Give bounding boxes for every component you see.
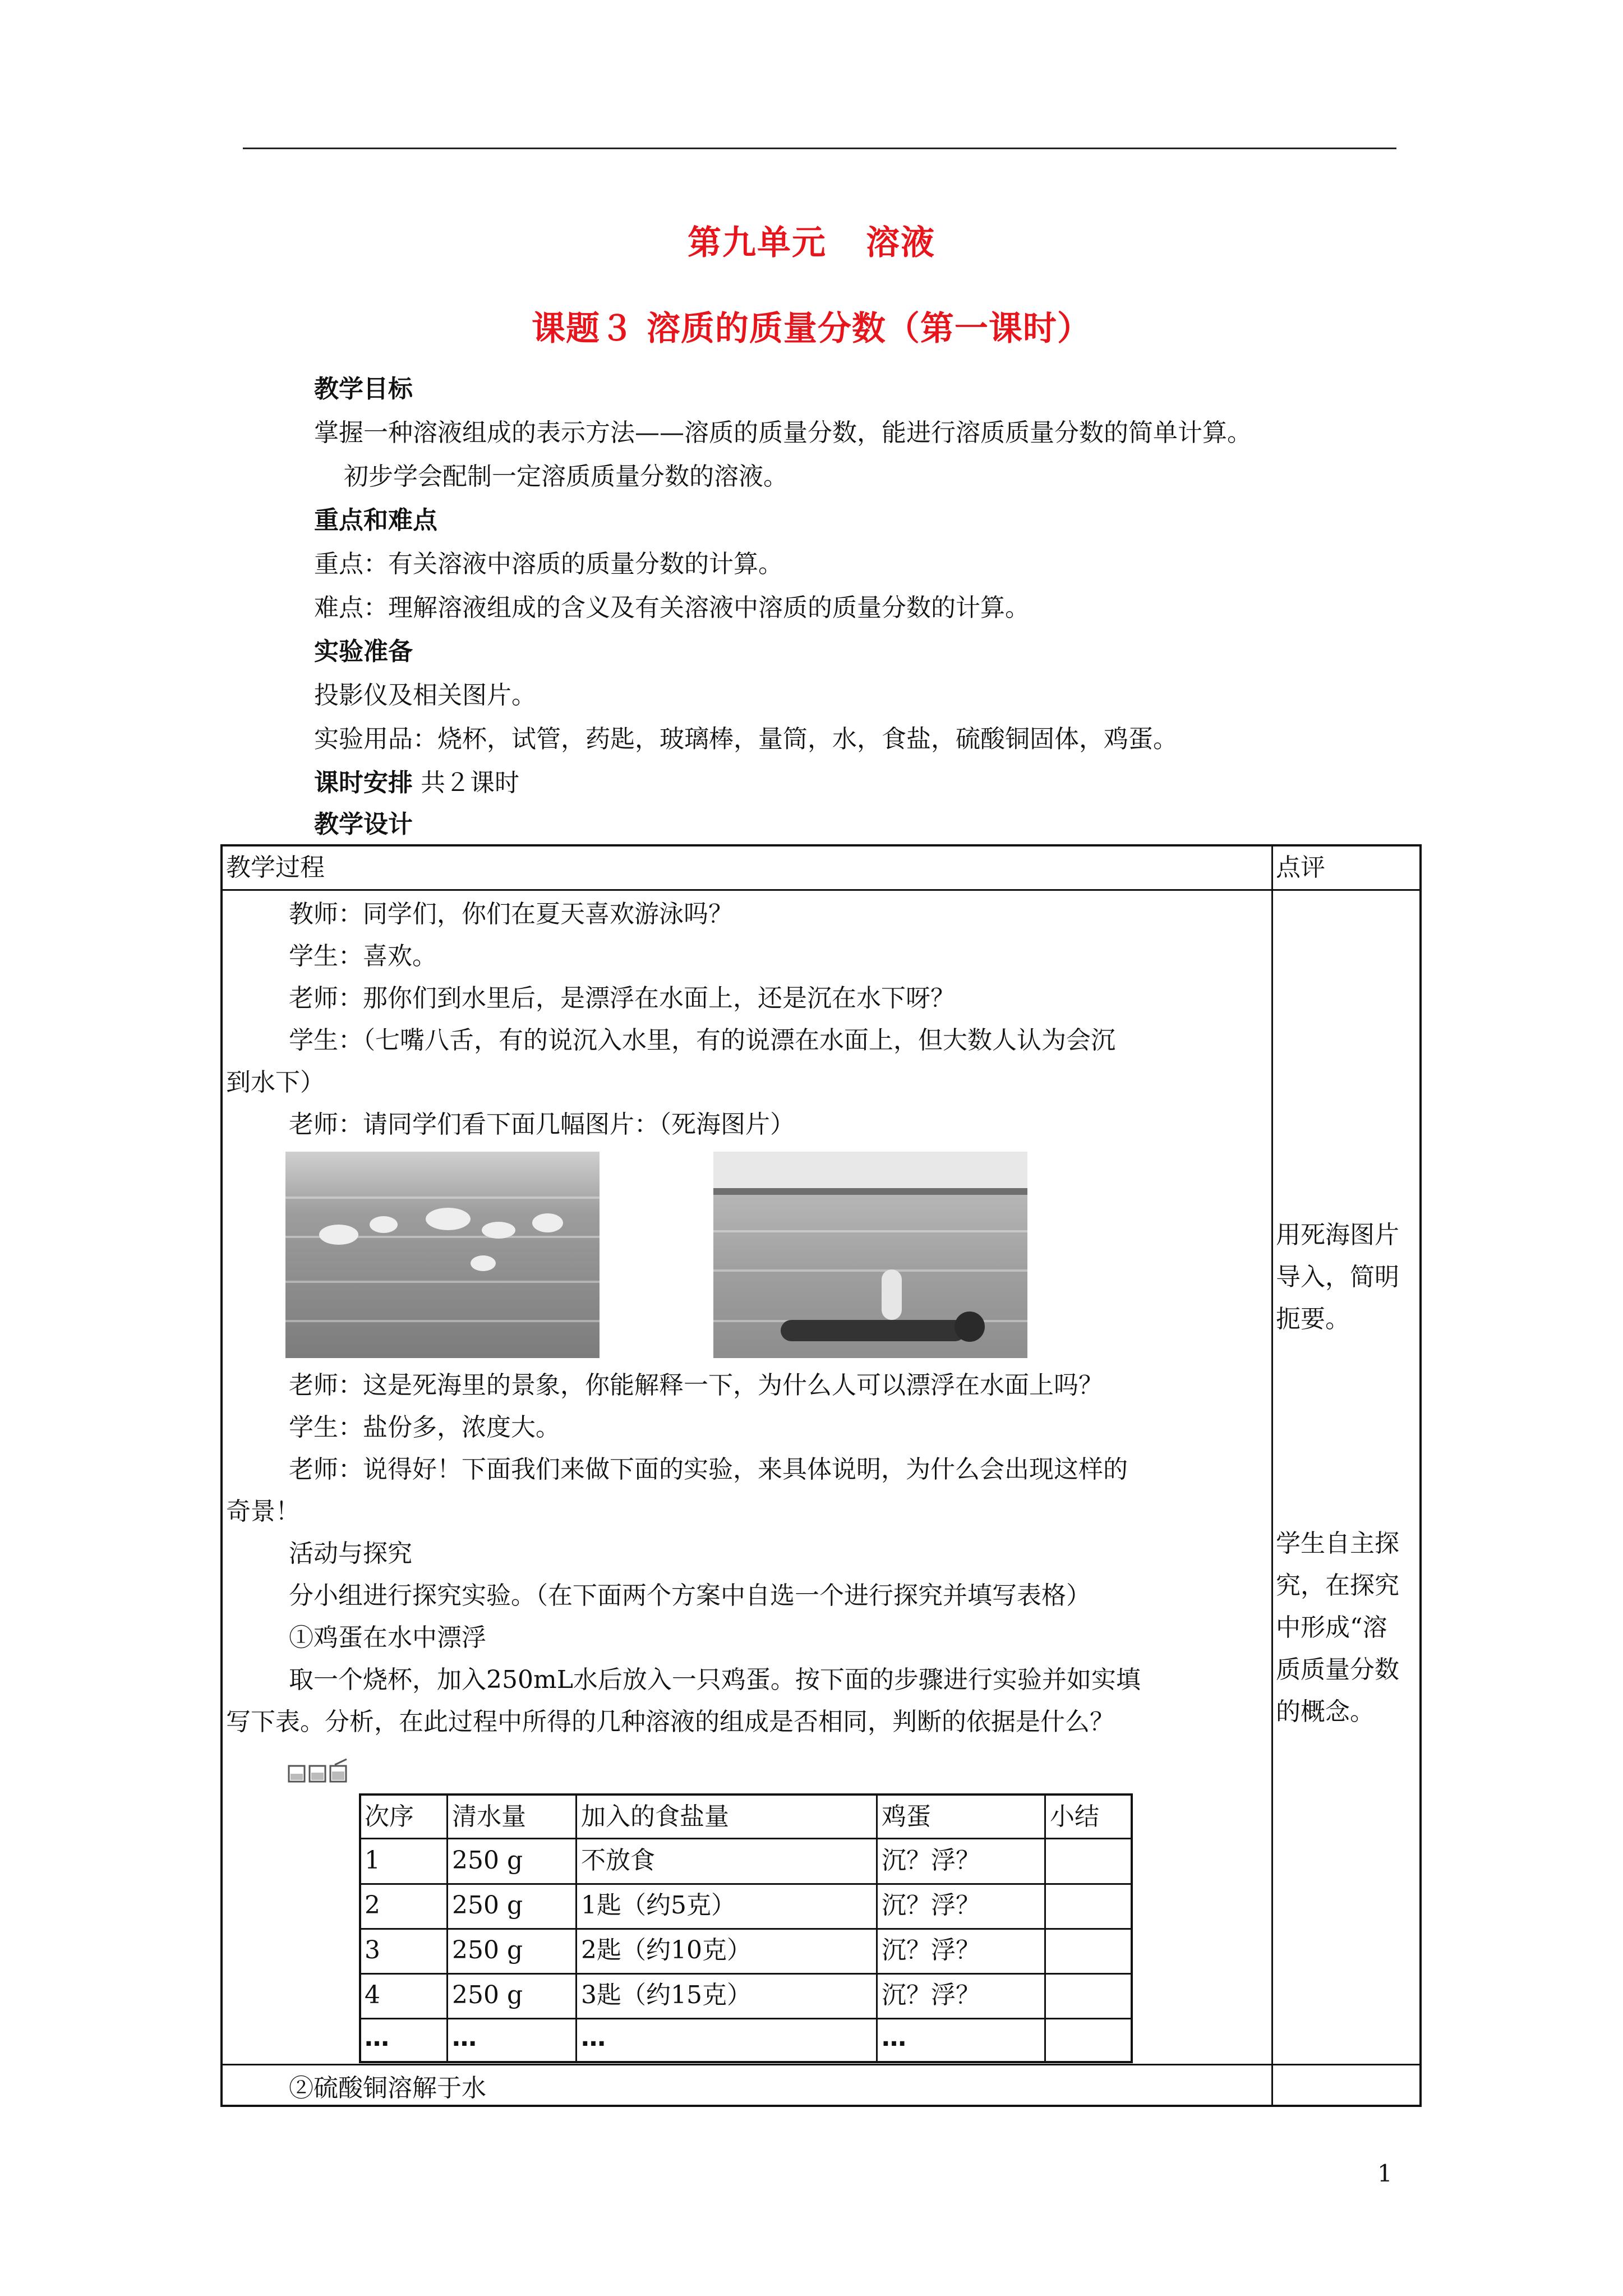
objectives-line-1: 掌握一种溶液组成的表示方法——溶质的质量分数，能进行溶质质量分数的简单计算。	[314, 418, 1252, 447]
table-col-divider	[446, 1796, 448, 2061]
col-header-comment: 点评	[1276, 853, 1325, 882]
dialogue-line: 教师：同学们，你们在夏天喜欢游泳吗？	[289, 900, 733, 928]
cell-ellipsis: …	[581, 2023, 606, 2052]
cell-egg: 沉？浮？	[882, 1846, 980, 1875]
comment-line: 用死海图片	[1276, 1221, 1399, 1249]
dialogue-line: 老师：说得好！下面我们来做下面的实验，来具体说明，为什么会出现这样的	[289, 1455, 1128, 1484]
dialogue-line: 奇景！	[226, 1497, 300, 1526]
cell-ellipsis: …	[452, 2023, 477, 2052]
header-water: 清水量	[452, 1802, 526, 1831]
experiment-title: ①鸡蛋在水中漂浮	[289, 1623, 486, 1652]
dialogue-line: 学生：喜欢。	[289, 942, 437, 970]
dead-sea-photo-1	[285, 1152, 600, 1358]
objectives-heading: 教学目标	[314, 375, 413, 403]
table-column-divider	[1271, 846, 1273, 2105]
cell-ellipsis: …	[882, 2023, 906, 2052]
cell-water: 250 g	[452, 1891, 523, 1920]
unit-title: 第九单元 溶液	[688, 223, 935, 263]
cell-order: 1	[365, 1846, 380, 1875]
preparation-line-2: 实验用品：烧杯，试管，药匙，玻璃棒，量筒，水，食盐，硫酸铜固体，鸡蛋。	[314, 725, 1178, 753]
dead-sea-photo-2	[713, 1152, 1027, 1358]
objectives-line-2: 初步学会配制一定溶质质量分数的溶液。	[344, 462, 788, 491]
keypoints-heading: 重点和难点	[314, 506, 437, 535]
dialogue-line: 取一个烧杯，加入250mL水后放入一只鸡蛋。按下面的步骤进行实验并如实填	[289, 1665, 1141, 1694]
cell-water: 250 g	[452, 1981, 523, 2009]
header-salt: 加入的食盐量	[581, 1802, 729, 1831]
cell-ellipsis: …	[365, 2023, 389, 2052]
dialogue-line: 老师：这是死海里的景象，你能解释一下，为什么人可以漂浮在水面上吗？	[289, 1371, 1103, 1400]
cell-water: 250 g	[452, 1936, 523, 1964]
page-number: 1	[1377, 2160, 1393, 2187]
table-row-divider	[223, 2064, 1419, 2065]
header-summary: 小结	[1050, 1802, 1099, 1831]
comment-line: 的概念。	[1276, 1697, 1375, 1726]
header-rule	[243, 148, 1396, 149]
design-heading: 教学设计	[314, 810, 413, 839]
dialogue-line: 到水下）	[226, 1068, 325, 1097]
col-header-process: 教学过程	[226, 853, 325, 882]
dialogue-line: 分小组进行探究实验。（在下面两个方案中自选一个进行探究并填写表格）	[289, 1581, 1091, 1610]
preparation-heading: 实验准备	[314, 637, 413, 666]
cell-salt: 不放食	[581, 1846, 655, 1875]
table-row-divider	[361, 1928, 1131, 1930]
comment-line: 扼要。	[1276, 1305, 1350, 1333]
cell-salt: 1匙（约5克）	[581, 1891, 736, 1920]
table-row-divider	[361, 1883, 1131, 1885]
preparation-line-1: 投影仪及相关图片。	[314, 681, 536, 710]
schedule-heading: 课时安排	[314, 769, 413, 797]
cell-egg: 沉？浮？	[882, 1981, 980, 2009]
header-order: 次序	[365, 1802, 414, 1831]
table-row-divider	[361, 1838, 1131, 1839]
table-col-divider	[575, 1796, 577, 2061]
schedule	[314, 767, 519, 799]
cell-egg: 沉？浮？	[882, 1891, 980, 1920]
table-row-divider	[361, 1973, 1131, 1975]
comment-line: 究，在探究	[1276, 1571, 1399, 1600]
lesson-title: 课题３ 溶质的质量分数（第一课时）	[532, 309, 1091, 348]
dialogue-line: 老师：那你们到水里后，是漂浮在水面上，还是沉在水下呀？	[289, 984, 955, 1013]
cell-egg: 沉？浮？	[882, 1936, 980, 1964]
table-col-divider	[1044, 1796, 1046, 2061]
table-row-divider	[361, 2018, 1131, 2019]
cell-order: 3	[365, 1936, 380, 1964]
comment-line: 质质量分数	[1276, 1655, 1399, 1684]
copper-sulfate-experiment: ②硫酸铜溶解于水	[289, 2074, 486, 2102]
comment-line: 导入，简明	[1276, 1263, 1399, 1291]
keypoint-key: 重点：有关溶液中溶质的质量分数的计算。	[314, 550, 783, 578]
table-col-divider	[876, 1796, 878, 2061]
dialogue-line: 学生：盐份多，浓度大。	[289, 1413, 560, 1442]
header-egg: 鸡蛋	[882, 1802, 931, 1831]
dialogue-line: 学生：（七嘴八舌，有的说沉入水里，有的说漂在水面上，但大数人认为会沉	[289, 1026, 1115, 1055]
cell-order: 4	[365, 1981, 380, 2009]
comment-line: 中形成“溶	[1276, 1613, 1387, 1642]
activity-heading: 活动与探究	[289, 1539, 412, 1568]
dialogue-line: 老师：请同学们看下面几幅图片：（死海图片）	[289, 1110, 795, 1139]
egg-experiment-table	[359, 1793, 1133, 2063]
table-header-divider	[223, 889, 1419, 891]
beaker-icon	[287, 1758, 349, 1784]
schedule-value: 共２课时	[421, 769, 519, 797]
cell-water: 250 g	[452, 1846, 523, 1875]
dialogue-line: 写下表。分析，在此过程中所得的几种溶液的组成是否相同，判断的依据是什么？	[226, 1708, 1114, 1736]
keypoint-difficult: 难点：理解溶液组成的含义及有关溶液中溶质的质量分数的计算。	[314, 593, 1030, 622]
cell-salt: 2匙（约10克）	[581, 1936, 751, 1964]
comment-line: 学生自主探	[1276, 1529, 1399, 1558]
cell-order: 2	[365, 1891, 380, 1920]
cell-salt: 3匙（约15克）	[581, 1981, 751, 2009]
